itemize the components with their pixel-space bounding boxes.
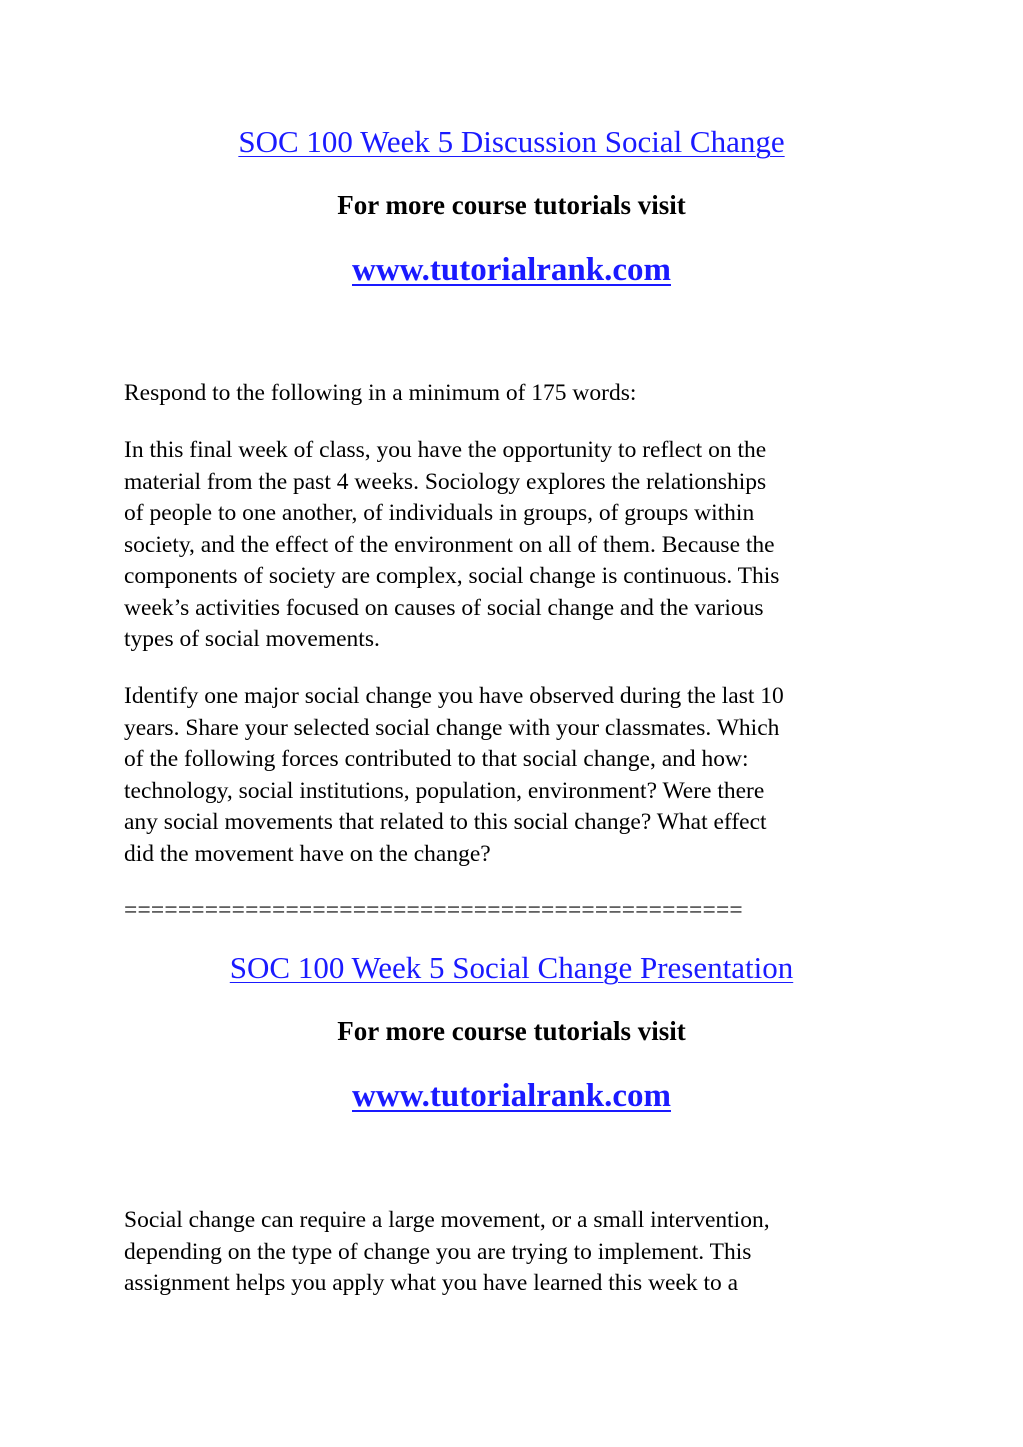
- paragraph-line: of the following forces contributed to that social change, and how:: [124, 746, 749, 772]
- paragraph-line: depending on the type of change you are trying to implement. This: [124, 1238, 752, 1265]
- section1-title-row: [0, 124, 1023, 160]
- paragraph-line: assignment helps you apply what you have learned this week to a: [124, 1270, 739, 1296]
- paragraph-line: material from the past 4 weeks. Sociology explores the relationships: [124, 468, 767, 495]
- section2-paragraph1: [124, 1205, 914, 1300]
- paragraph-line: types of social movements.: [124, 626, 380, 652]
- paragraph-line: components of society are complex, social change is continuous. This: [124, 563, 780, 589]
- section1-site-row: [0, 252, 1023, 289]
- paragraph-line: society, and the effect of the environment on all of them. Because the: [124, 531, 775, 558]
- section2-site-row: [0, 1078, 1023, 1115]
- section1-visit-row: [0, 190, 1023, 221]
- section1-visit-text: For more course tutorials visit: [337, 190, 686, 220]
- section-divider: ==============================================: [124, 897, 743, 923]
- section2-site-link[interactable]: www.tutorialrank.com: [352, 1078, 671, 1114]
- paragraph-line: did the movement have on the change?: [124, 840, 491, 867]
- paragraph-line: any social movements that related to this social change? What effect: [124, 809, 767, 835]
- section1-title-link[interactable]: SOC 100 Week 5 Discussion Social Change: [238, 124, 785, 159]
- section1-paragraph2: [124, 681, 914, 870]
- section1-intro-text: Respond to the following in a minimum of 175 words:: [124, 380, 637, 406]
- section2-visit-row: [0, 1016, 1023, 1047]
- section1-paragraph1: [124, 435, 914, 656]
- section2-visit-text: For more course tutorials visit: [337, 1016, 686, 1046]
- paragraph-line: In this final week of class, you have the opportunity to reflect on the: [124, 437, 767, 463]
- paragraph-line: years. Share your selected social change with your classmates. Which: [124, 714, 780, 741]
- section1-intro: [124, 378, 914, 410]
- paragraph-line: Identify one major social change you have observed during the last 10: [124, 683, 784, 709]
- section2-title-link[interactable]: SOC 100 Week 5 Social Change Presentation: [229, 950, 794, 985]
- paragraph-line: technology, social institutions, population, environment? Were there: [124, 777, 765, 804]
- paragraph-line: of people to one another, of individuals in groups, of groups within: [124, 500, 755, 526]
- paragraph-line: Social change can require a large movement, or a small intervention,: [124, 1207, 770, 1233]
- section1-site-link[interactable]: www.tutorialrank.com: [352, 252, 671, 288]
- section2-title-row: [0, 950, 1023, 986]
- paragraph-line: week’s activities focused on causes of social change and the various: [124, 594, 764, 621]
